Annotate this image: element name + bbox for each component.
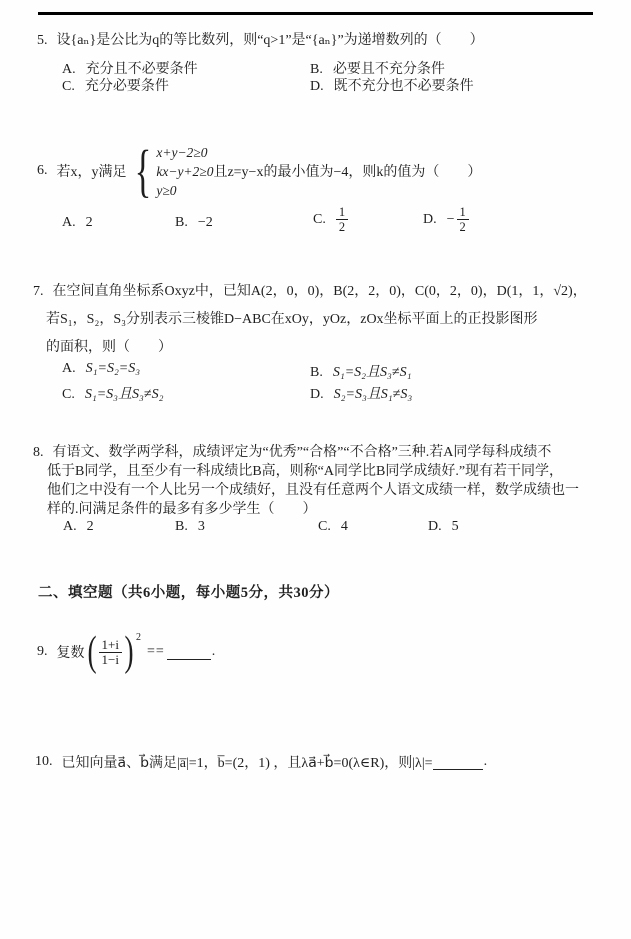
exponent: 2 xyxy=(135,631,141,643)
question-8-text-2: 低于B同学，且至少有一科成绩比B高，则称“A同学比B同学成绩好.”现有若干同学， xyxy=(47,464,564,479)
question-6-option-d xyxy=(423,205,469,234)
question-8-line-1 xyxy=(33,444,551,462)
question-8-line-3 xyxy=(47,482,579,500)
fraction xyxy=(336,205,348,234)
question-7-option-b xyxy=(310,361,411,381)
open-paren: ( xyxy=(86,629,97,675)
option-label: A. xyxy=(62,62,76,77)
question-10 xyxy=(35,752,487,772)
option-text: S₁=S₃且S₃≠S₂ xyxy=(84,387,164,402)
question-7-line-1 xyxy=(33,283,587,301)
question-5-option-c xyxy=(62,75,169,95)
question-5-option-d xyxy=(310,75,474,95)
question-8-option-b xyxy=(175,519,205,535)
option-text: 3 xyxy=(197,519,205,534)
inequality-system xyxy=(156,143,213,200)
question-7-text-1: 在空间直角坐标系Oxyz中，已知A(2，0，0)，B(2，2，0)，C(0，2，0)，D(1，1，√2)， xyxy=(52,284,587,299)
option-label: C. xyxy=(62,387,75,402)
question-7-number: 7. xyxy=(33,284,44,299)
question-7-text-2: 若S₁，S₂，S₃分别表示三棱锥D−ABC在xOy，yOz，zOx坐标平面上的正投影图形 xyxy=(46,312,538,327)
section-2-header-text: 二、填空题（共6小题，每小题5分，共30分） xyxy=(38,585,339,601)
question-8-text-3: 他们之中没有一个人比另一个成绩好，且没有任意两个人语文成绩一样，数学成绩也一 xyxy=(47,483,579,498)
question-7-option-a xyxy=(62,361,140,377)
option-label: B. xyxy=(175,519,188,534)
option-text: 4 xyxy=(340,519,348,534)
option-text: 2 xyxy=(85,215,93,230)
option-text: 既不充分也不必要条件 xyxy=(333,79,474,94)
question-7-option-c xyxy=(62,383,163,403)
answer-blank xyxy=(433,754,483,770)
fraction-denominator: 2 xyxy=(457,219,469,234)
system-line-1: x+y−2≥0 xyxy=(156,144,208,160)
question-7-option-d xyxy=(310,383,412,403)
option-text: S₂=S₃且S₁≠S₃ xyxy=(333,387,413,402)
option-label: D. xyxy=(310,79,324,94)
option-label: B. xyxy=(310,365,323,380)
option-label: D. xyxy=(310,387,324,402)
fraction-numerator: 1+i xyxy=(101,636,119,652)
option-label: B. xyxy=(310,62,323,77)
complex-fraction xyxy=(99,638,122,667)
question-7-line-3 xyxy=(46,339,172,357)
option-label: A. xyxy=(62,361,76,376)
fraction xyxy=(457,205,469,234)
question-7-line-2 xyxy=(46,311,538,329)
question-8-number: 8. xyxy=(33,445,44,460)
question-10-text: 已知向量a⃗、b⃗满足|a̅|=1，b̅=(2，1) ，且λa⃗+b⃗=0(λ∈R)，则|λ|= xyxy=(61,756,433,771)
question-8-option-c xyxy=(318,519,348,535)
question-6-stem xyxy=(37,138,482,203)
fraction-denominator: 2 xyxy=(336,219,348,234)
question-6-prefix: 若x，y满足 xyxy=(56,165,127,180)
system-line-3: y≥0 xyxy=(156,182,177,198)
fraction-numerator: 1 xyxy=(338,205,346,219)
question-9 xyxy=(37,630,215,674)
question-9-number: 9. xyxy=(37,644,48,659)
question-5-text: 设{aₙ}是公比为q的等比数列，则“q>1”是“{aₙ}”为递增数列的（ ） xyxy=(56,33,484,48)
question-8-text-1: 有语文、数学两学科，成绩评定为“优秀”“合格”“不合格”三种.若A同学每科成绩不 xyxy=(52,445,552,460)
question-10-number: 10. xyxy=(35,754,53,769)
question-8-option-a xyxy=(63,519,94,535)
fraction-sign: − xyxy=(446,211,455,227)
option-text: 充分必要条件 xyxy=(84,79,169,94)
question-7-text-3: 的面积，则（ ） xyxy=(46,340,172,355)
option-text: S₁=S₂且S₃≠S₁ xyxy=(332,365,412,380)
question-6-option-a xyxy=(62,215,93,231)
answer-blank xyxy=(167,644,211,660)
question-8-line-4 xyxy=(47,501,317,519)
question-5-number: 5. xyxy=(37,33,48,48)
top-rule xyxy=(38,12,593,15)
option-label: C. xyxy=(313,211,326,227)
question-6-option-b xyxy=(175,215,213,231)
period: . xyxy=(483,754,488,769)
system-brace: { xyxy=(134,138,151,203)
question-9-prefix: 复数 xyxy=(56,646,85,661)
question-8-text-4: 样的.问满足条件的最多有多少学生（ ） xyxy=(47,502,317,517)
option-label: A. xyxy=(63,519,77,534)
option-label: D. xyxy=(428,519,442,534)
equals-sign: == xyxy=(146,644,165,659)
system-line-2: kx−y+2≥0 xyxy=(156,163,214,179)
question-5-stem xyxy=(37,32,484,50)
option-text: −2 xyxy=(197,215,213,230)
option-text: 2 xyxy=(86,519,94,534)
question-6-number: 6. xyxy=(37,163,48,178)
section-2-header xyxy=(38,581,339,602)
option-label: C. xyxy=(62,79,75,94)
option-text: 充分且不必要条件 xyxy=(85,62,198,77)
option-label: D. xyxy=(423,211,437,227)
option-text: S₁=S₂=S₃ xyxy=(85,361,141,376)
question-6-option-c xyxy=(313,205,348,234)
fraction-numerator: 1 xyxy=(459,205,466,219)
option-label: B. xyxy=(175,215,188,230)
period: . xyxy=(211,644,216,659)
close-paren: ) xyxy=(124,629,134,675)
option-label: A. xyxy=(62,215,76,230)
question-8-line-2 xyxy=(47,463,563,481)
question-8-option-d xyxy=(428,519,459,535)
option-text: 5 xyxy=(451,519,459,534)
question-6-suffix: 且z=y−x的最小值为−4，则k的值为（ ） xyxy=(213,165,482,180)
option-label: C. xyxy=(318,519,331,534)
fraction-denominator: 1−i xyxy=(99,652,122,667)
option-text: 必要且不充分条件 xyxy=(332,62,445,77)
